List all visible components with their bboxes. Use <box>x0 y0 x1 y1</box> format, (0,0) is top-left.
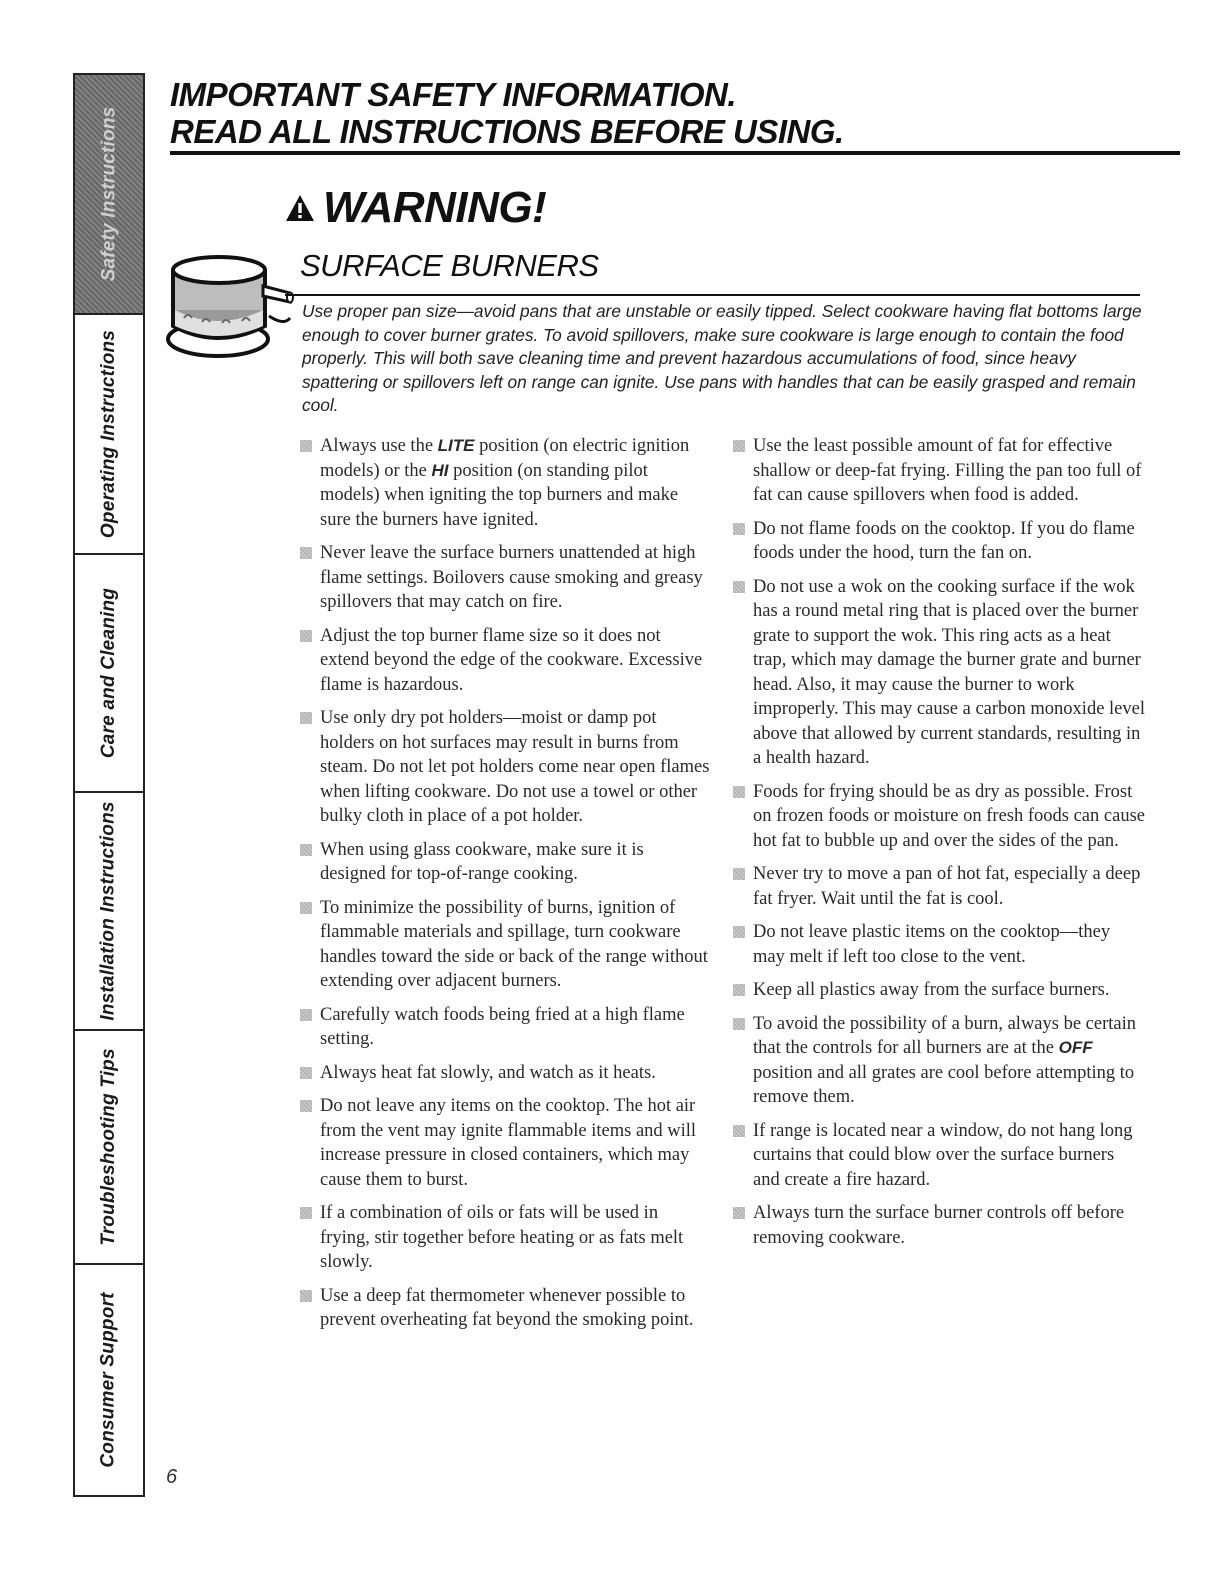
list-item <box>733 862 1145 911</box>
tab-label: Safety Instructions <box>98 106 119 282</box>
item-text: Always use the <box>320 436 438 456</box>
item-text: Do not leave any items on the cooktop. The hot air from the vent may ignite flammable items and will increase pressure in closed containers, which may cause them to burst. <box>320 1096 697 1190</box>
item-text: Use only dry pot holders—moist or damp pot holders on hot surfaces may result in burns from steam. Do not let pot holders come near open flames when lifting cookware. Do not use a towel or other bulky cloth in place of a pot holder. <box>320 708 710 826</box>
list-item <box>733 978 1145 1003</box>
square-bullet-icon <box>733 523 745 535</box>
warning-heading <box>285 183 546 233</box>
list-item <box>733 1201 1145 1250</box>
section-intro: Use proper pan size—avoid pans that are unstable or easily tipped. Select cookware having flat bottoms large enough to cover burner grates. To avoid spillovers, make sure cookware is large enough to contain the food properly. This will both save cleaning time and prevent hazardous accumulations of food, since heavy spattering or spillovers left on range can ignite. Use pans with handles that can be easily grasped and remain cool. <box>302 301 1142 416</box>
item-text: position (on electric ignition models) or the <box>320 436 690 481</box>
list-item <box>300 706 710 829</box>
square-bullet-icon <box>300 844 312 856</box>
square-bullet-icon <box>733 868 745 880</box>
hi-keyword: HI <box>431 460 449 480</box>
square-bullet-icon <box>733 1125 745 1137</box>
list-item <box>300 541 710 615</box>
item-text: Do not flame foods on the cooktop. If you do flame foods under the hood, turn the fan on. <box>753 518 1135 563</box>
list-item <box>733 1012 1145 1110</box>
list-item <box>300 1003 710 1052</box>
list-item <box>300 1284 710 1333</box>
square-bullet-icon <box>733 440 745 452</box>
header-divider <box>170 151 1180 155</box>
list-item <box>733 517 1145 566</box>
item-text: Keep all plastics away from the surface burners. <box>753 980 1110 1000</box>
square-bullet-icon <box>733 1018 745 1030</box>
list-item <box>733 575 1145 771</box>
pot-on-burner-icon <box>166 246 296 366</box>
item-text: position and all grates are cool before attempting to remove them. <box>753 1062 1135 1107</box>
list-item <box>300 1201 710 1275</box>
square-bullet-icon <box>733 786 745 798</box>
square-bullet-icon <box>300 712 312 724</box>
square-bullet-icon <box>300 630 312 642</box>
square-bullet-icon <box>300 902 312 914</box>
list-item <box>300 1094 710 1192</box>
page-header <box>170 76 1180 150</box>
item-text: Always turn the surface burner controls off before removing cookware. <box>753 1203 1125 1248</box>
right-column <box>733 434 1145 1259</box>
list-item <box>300 896 710 994</box>
left-column <box>300 434 710 1342</box>
item-text: If a combination of oils or fats will be used in frying, stir together before heating or as fats melt slowly. <box>320 1203 684 1272</box>
square-bullet-icon <box>300 1290 312 1302</box>
warning-title: WARNING! <box>323 183 547 232</box>
section-divider <box>285 294 1140 296</box>
header-line-1: IMPORTANT SAFETY INFORMATION. <box>170 76 737 113</box>
list-item <box>300 1061 710 1086</box>
square-bullet-icon <box>733 984 745 996</box>
tab-label: Care and Cleaning <box>98 587 119 759</box>
square-bullet-icon <box>300 1009 312 1021</box>
section-title: SURFACE BURNERS <box>300 248 599 283</box>
item-text: Use the least possible amount of fat for effective shallow or deep-fat frying. Filling the pan too full of fat can cause spillovers when food is added. <box>753 436 1142 505</box>
list-item <box>300 838 710 887</box>
item-text: If range is located near a window, do not hang long curtains that could blow over the surface burners and create a fire hazard. <box>753 1120 1133 1190</box>
square-bullet-icon <box>300 440 312 452</box>
item-text: Always heat fat slowly, and watch as it heats. <box>320 1062 656 1083</box>
header-line-2: READ ALL INSTRUCTIONS BEFORE USING. <box>170 113 844 150</box>
lite-keyword: LITE <box>437 436 475 455</box>
square-bullet-icon <box>733 581 745 593</box>
square-bullet-icon <box>300 547 312 559</box>
list-item <box>300 624 710 698</box>
item-text: Never try to move a pan of hot fat, especially a deep fat fryer. Wait until the fat is cool. <box>753 864 1141 909</box>
item-text: To avoid the possibility of a burn, always be certain that the controls for all burners are at the <box>753 1013 1136 1058</box>
tab-installation-instructions[interactable] <box>75 793 143 1031</box>
square-bullet-icon <box>733 926 745 938</box>
list-item <box>300 434 710 532</box>
off-keyword: OFF <box>1058 1038 1093 1057</box>
item-text: Carefully watch foods being fried at a high flame setting. <box>320 1004 685 1049</box>
square-bullet-icon <box>300 1067 312 1079</box>
list-item <box>733 434 1145 508</box>
list-item <box>733 780 1145 854</box>
warning-triangle-icon <box>285 193 315 223</box>
square-bullet-icon <box>733 1207 745 1219</box>
item-text: Foods for frying should be as dry as possible. Frost on frozen foods or moisture on fresh foods can cause hot fat to bubble up and over the sides of the pan. <box>753 781 1145 851</box>
list-item <box>733 920 1145 969</box>
tab-label: Installation Instructions <box>98 801 119 1021</box>
section-tab-strip <box>73 73 145 1497</box>
item-text: Use a deep fat thermometer whenever possible to prevent overheating fat beyond the smoking point. <box>320 1285 694 1330</box>
tab-troubleshooting-tips[interactable] <box>75 1031 143 1265</box>
item-text: position (on standing pilot models) when igniting the top burners and make sure the burners have ignited. <box>320 460 679 530</box>
item-text: Never leave the surface burners unattended at high flame settings. Boilovers cause smoking and greasy spillovers that may catch on fire. <box>320 543 703 612</box>
tab-operating-instructions[interactable] <box>75 315 143 555</box>
tab-label: Consumer Support <box>98 1292 120 1468</box>
square-bullet-icon <box>300 1207 312 1219</box>
square-bullet-icon <box>300 1100 312 1112</box>
tab-label: Troubleshooting Tips <box>98 1048 119 1246</box>
item-text: To minimize the possibility of burns, ignition of flammable materials and spillage, turn cookware handles toward the side or back of the range without extending over adjacent burners. <box>320 897 708 991</box>
tab-consumer-support[interactable] <box>75 1265 143 1495</box>
item-text: Do not leave plastic items on the cooktop—they may melt if left too close to the vent. <box>753 922 1111 967</box>
tab-label: Operating Instructions <box>98 329 120 539</box>
item-text: Adjust the top burner flame size so it does not extend beyond the edge of the cookware. Excessive flame is hazardous. <box>320 625 703 695</box>
tab-care-and-cleaning[interactable] <box>75 555 143 793</box>
item-text: Do not use a wok on the cooking surface if the wok has a round metal ring that is placed over the burner grate to support the wok. This ring acts as a heat trap, which may damage the burner grate and burner head. Also, it may cause the burner to work improperly. This may cause a carbon monoxide level above that allowed by current standards, resulting in a health hazard. <box>753 576 1145 768</box>
page-number: 6 <box>166 1466 178 1488</box>
list-item <box>733 1119 1145 1193</box>
tab-safety-instructions[interactable] <box>75 75 143 315</box>
item-text: When using glass cookware, make sure it is designed for top-of-range cooking. <box>320 839 644 884</box>
